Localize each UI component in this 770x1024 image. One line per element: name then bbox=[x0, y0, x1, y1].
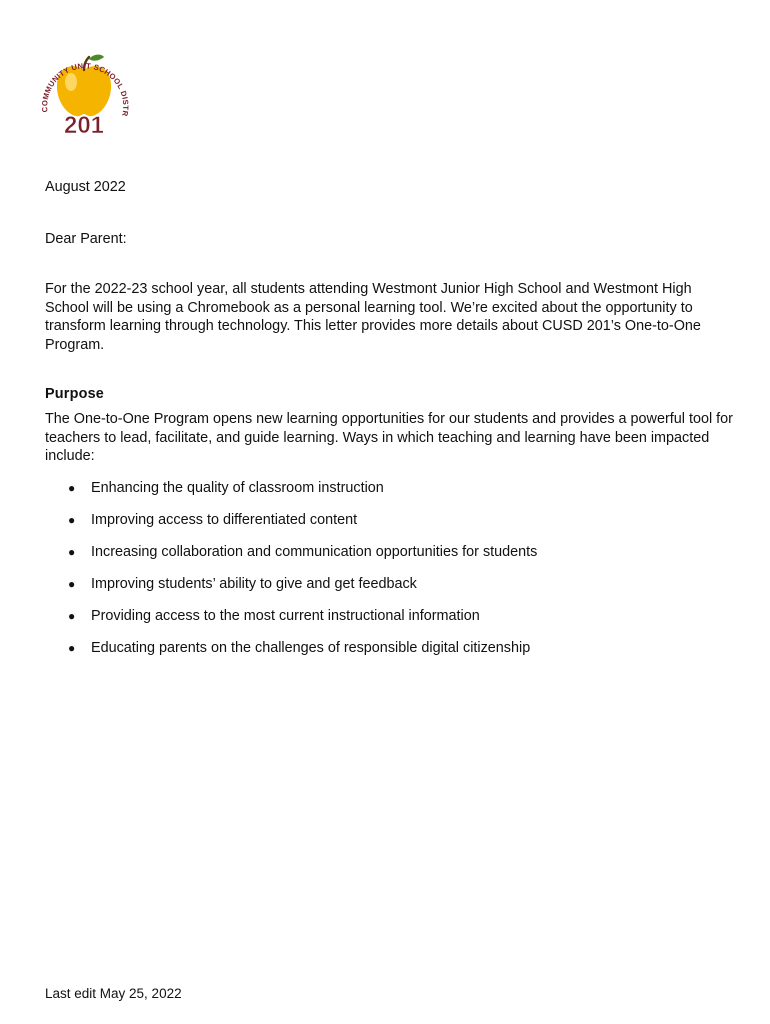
intro-paragraph: For the 2022-23 school year, all students attending Westmont Junior High School and Westmont High School will be using a Chromebook as a personal learning tool. We’re excited about the opportunity to transform learning through technology. This letter provides more details about CUSD 201’s One-to-One Program. bbox=[45, 281, 701, 353]
bullet-icon: ● bbox=[68, 577, 76, 591]
bullet-icon: ● bbox=[68, 545, 76, 559]
bullet-icon: ● bbox=[68, 641, 76, 655]
list-item bbox=[45, 639, 735, 671]
list-item-text: Providing access to the most current instructional information bbox=[91, 608, 480, 624]
list-item bbox=[45, 575, 735, 607]
list-item bbox=[45, 511, 735, 543]
list-item-text: Improving students’ ability to give and get feedback bbox=[91, 576, 417, 592]
list-item-text: Educating parents on the challenges of responsible digital citizenship bbox=[91, 640, 531, 656]
letter-date: August 2022 bbox=[45, 179, 126, 195]
list-item bbox=[45, 543, 735, 575]
list-item bbox=[45, 607, 735, 639]
logo-number: 201 bbox=[63, 112, 105, 138]
list-item-text: Increasing collaboration and communication opportunities for students bbox=[91, 544, 538, 560]
list-item bbox=[45, 479, 735, 511]
list-item-text: Enhancing the quality of classroom instruction bbox=[91, 480, 384, 496]
district-logo bbox=[38, 42, 130, 138]
bullet-icon: ● bbox=[68, 481, 76, 495]
impact-list bbox=[45, 479, 735, 671]
logo-graphic bbox=[38, 42, 130, 138]
purpose-paragraph: The One-to-One Program opens new learning opportunities for our students and provides a powerful tool for teachers to lead, facilitate, and guide learning. Ways in which teaching and learning have been impacted include: bbox=[45, 411, 733, 464]
bullet-icon: ● bbox=[68, 609, 76, 623]
letter-salutation: Dear Parent: bbox=[45, 231, 127, 247]
last-edit-footer: Last edit May 25, 2022 bbox=[45, 986, 182, 1001]
logo-arc-text: COMMUNITY UNIT SCHOOL DISTR bbox=[40, 61, 130, 118]
bullet-icon: ● bbox=[68, 513, 76, 527]
purpose-heading: Purpose bbox=[45, 386, 104, 402]
list-item-text: Improving access to differentiated content bbox=[91, 512, 358, 528]
